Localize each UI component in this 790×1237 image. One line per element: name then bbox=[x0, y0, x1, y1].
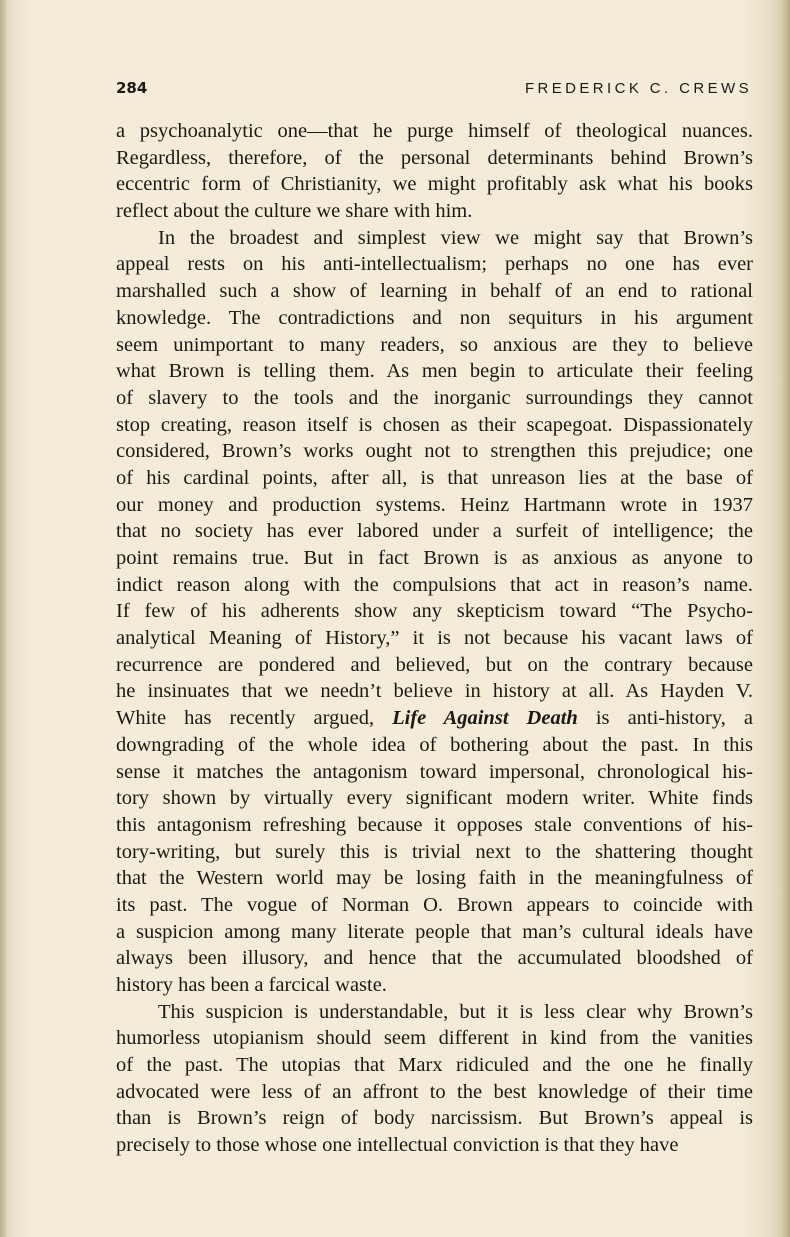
text-line: its past. The vogue of Norman O. Brown appears to coincide with bbox=[116, 893, 753, 916]
text-line: analytical Meaning of History,” it is not because his vacant laws of bbox=[116, 627, 753, 650]
text-line: considered, Brown’s works ought not to strengthen this prejudice; one bbox=[116, 440, 753, 463]
text-line: sense it matches the antagonism toward impersonal, chronological his- bbox=[116, 760, 753, 783]
book-gutter bbox=[0, 0, 6, 1237]
text-line: White has recently argued, Life Against Death is anti-history, a bbox=[116, 707, 754, 730]
text-line: a suspicion among many literate people that man’s cultural ideals have bbox=[116, 920, 753, 943]
text-line: advocated were less of an affront to the best knowledge of their time bbox=[116, 1080, 753, 1103]
italic-title: Life Against Death bbox=[392, 707, 578, 730]
text-line: this antagonism refreshing because it opposes stale conventions of his- bbox=[116, 813, 753, 836]
body-text bbox=[116, 118, 753, 1159]
text-line: always been illusory, and hence that the accumulated bloodshed of bbox=[116, 947, 753, 970]
text-line: of the past. The utopias that Marx ridiculed and the one he finally bbox=[116, 1054, 753, 1077]
text-line: history has been a farcical waste. bbox=[116, 974, 387, 996]
text-line: of his cardinal points, after all, is that unreason lies at the base of bbox=[116, 466, 753, 489]
text-line: recurrence are pondered and believed, but on the contrary because bbox=[116, 653, 753, 676]
text-line: reflect about the culture we share with him. bbox=[116, 200, 473, 223]
text-line: a psychoanalytic one—that he purge himself of theological nuances. bbox=[116, 120, 753, 142]
text-line: eccentric form of Christianity, we might profitably ask what his books bbox=[116, 173, 753, 196]
text-line: point remains true. But in fact Brown is as anxious as anyone to bbox=[116, 547, 753, 569]
text-line: If few of his adherents show any skepticism toward “The Psycho- bbox=[116, 600, 753, 623]
running-title: FREDERICK C. CREWS bbox=[524, 79, 752, 97]
text-line: that no society has ever labored under a surfeit of intelligence; the bbox=[116, 520, 753, 543]
text-line: indict reason along with the compulsions that act in reason’s name. bbox=[116, 573, 753, 596]
text-line: downgrading of the whole idea of bothering about the past. In this bbox=[116, 733, 753, 756]
page-number: 284 bbox=[116, 79, 148, 97]
text-line: knowledge. The contradictions and non sequiturs in his argument bbox=[116, 306, 753, 329]
text-line: tory-writing, but surely this is trivial next to the shattering thought bbox=[116, 840, 753, 863]
text-line: humorless utopianism should seem different in kind from the vanities bbox=[116, 1027, 753, 1050]
text-line: precisely to those whose one intellectual conviction is that they have bbox=[116, 1134, 679, 1157]
text-line: stop creating, reason itself is chosen as their scapegoat. Dispassionately bbox=[116, 413, 753, 436]
text-line: of slavery to the tools and the inorganic surroundings they cannot bbox=[116, 386, 753, 409]
text-line: tory shown by virtually every significant modern writer. White finds bbox=[116, 787, 753, 810]
text-line: This suspicion is understandable, but it is less clear why Brown’s bbox=[158, 1000, 753, 1023]
text-line: that the Western world may be losing faith in the meaningfulness of bbox=[116, 867, 753, 890]
text-line: appeal rests on his anti-intellectualism; perhaps no one has ever bbox=[116, 253, 753, 276]
text-line: seem unimportant to many readers, so anxious are they to believe bbox=[116, 333, 753, 356]
text-line: he insinuates that we needn’t believe in history at all. As Hayden V. bbox=[116, 680, 753, 703]
text-line: our money and production systems. Heinz Hartmann wrote in 1937 bbox=[116, 493, 753, 516]
text-line: what Brown is telling them. As men begin to articulate their feeling bbox=[116, 360, 753, 383]
text-line: marshalled such a show of learning in behalf of an end to rational bbox=[116, 280, 753, 303]
text-line: than is Brown’s reign of body narcissism. But Brown’s appeal is bbox=[116, 1107, 753, 1130]
page-edge bbox=[782, 0, 790, 1237]
text-line: Regardless, therefore, of the personal determinants behind Brown’s bbox=[116, 146, 753, 169]
running-head bbox=[116, 76, 752, 100]
text-line: In the broadest and simplest view we might say that Brown’s bbox=[158, 226, 753, 249]
